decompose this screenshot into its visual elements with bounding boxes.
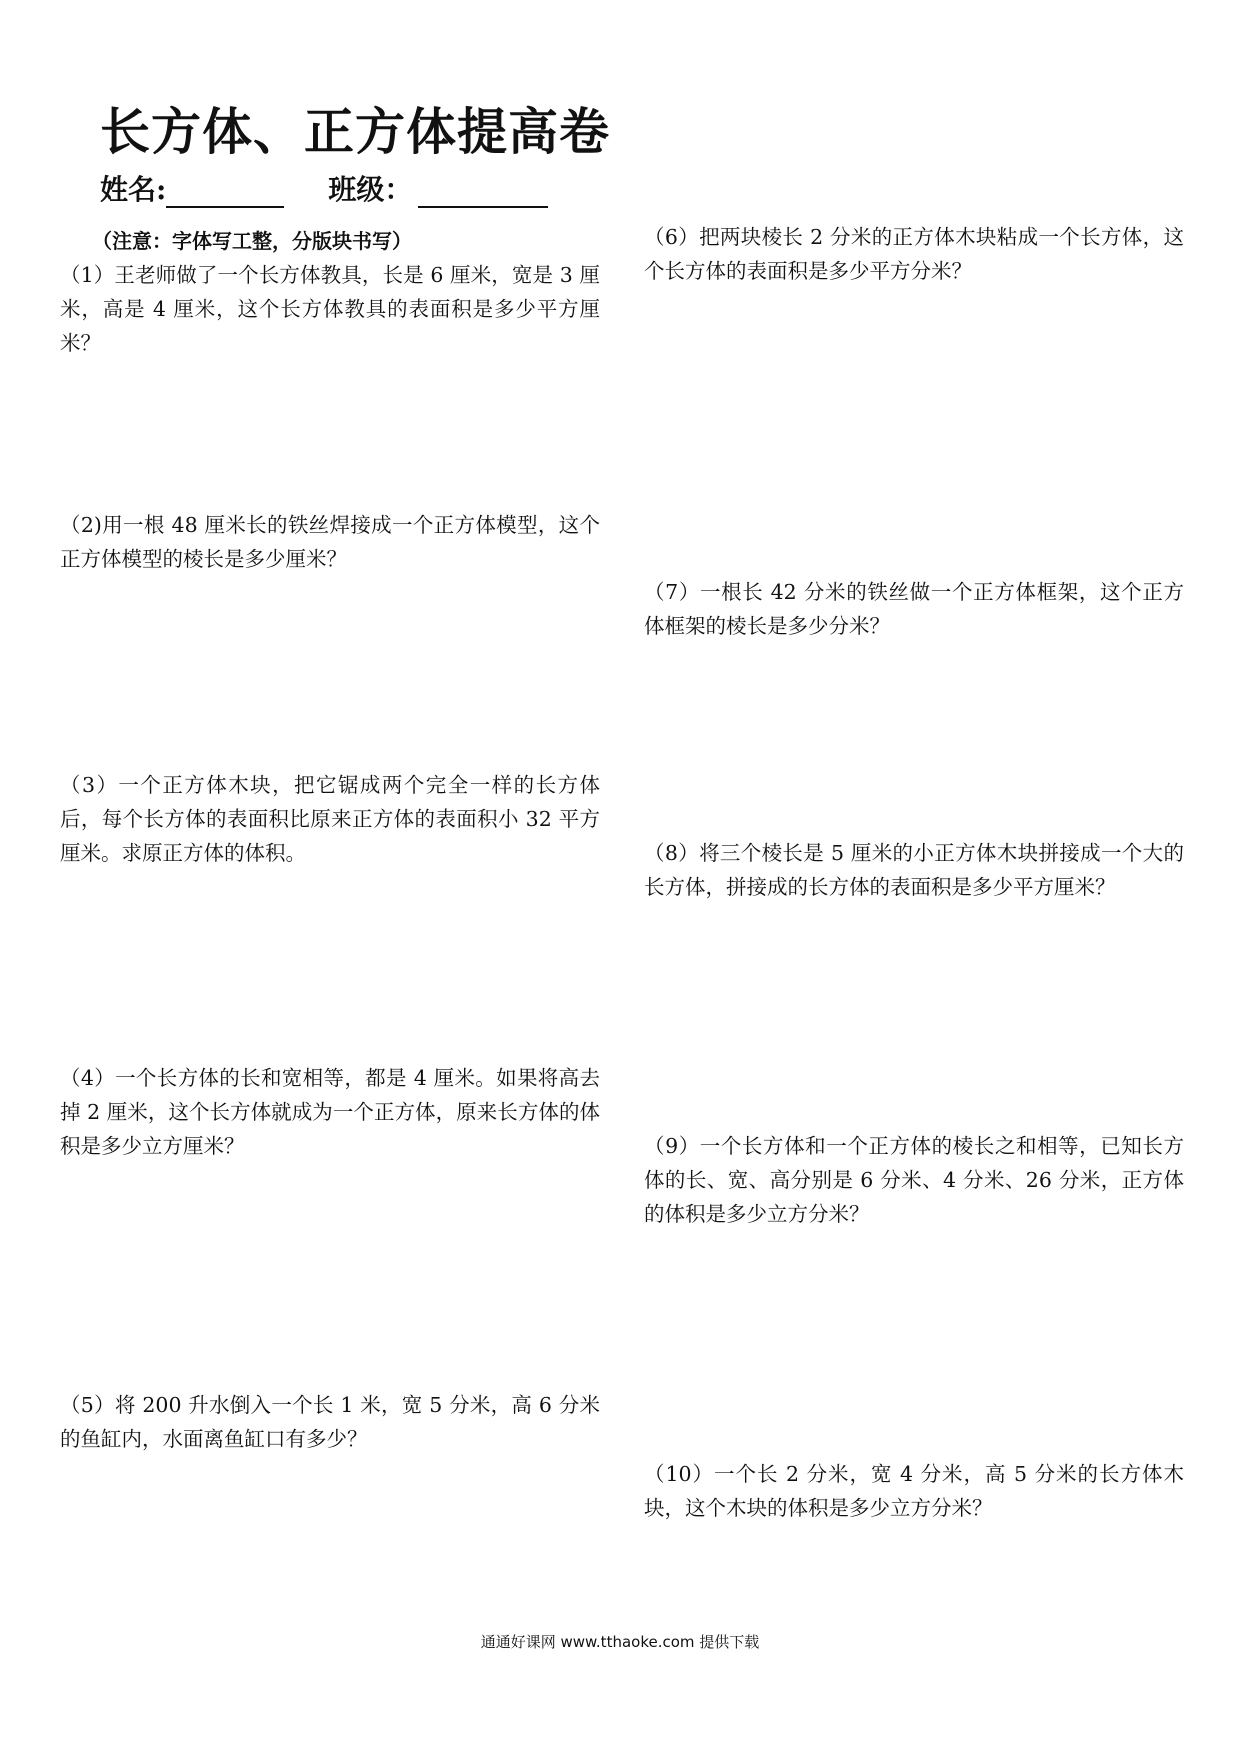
question-10: （10）一个长 2 分米，宽 4 分米，高 5 分米的长方体木块，这个木块的体积是多少立方分米？ bbox=[644, 1462, 1184, 1520]
question-3: （3）一个正方体木块，把它锯成两个完全一样的长方体后，每个长方体的表面积比原来正方体的表面积小 32 平方厘米。求原正方体的体积。 bbox=[60, 773, 600, 865]
student-info-row bbox=[100, 168, 548, 208]
question-2: （2)用一根 48 厘米长的铁丝焊接成一个正方体模型，这个正方体模型的棱长是多少厘米？ bbox=[60, 513, 600, 571]
question-7: （7）一根长 42 分米的铁丝做一个正方体框架，这个正方体框架的棱长是多少分米？ bbox=[644, 580, 1184, 638]
question-9: （9）一个长方体和一个正方体的棱长之和相等，已知长方体的长、宽、高分别是 6 分米、4 分米、26 分米，正方体的体积是多少立方分米？ bbox=[644, 1134, 1184, 1226]
name-label: 姓名: bbox=[100, 173, 167, 206]
writing-note: （注意：字体写工整，分版块书写） bbox=[92, 229, 412, 253]
footer-source: 通通好课网 www.tthaoke.com 提供下载 bbox=[480, 1633, 760, 1651]
page-title: 长方体、正方体提高卷 bbox=[100, 102, 610, 161]
question-8: （8）将三个棱长是 5 厘米的小正方体木块拼接成一个大的长方体，拼接成的长方体的表面积是多少平方厘米？ bbox=[644, 841, 1184, 899]
class-label: 班级： bbox=[328, 173, 413, 206]
question-5: （5）将 200 升水倒入一个长 1 米，宽 5 分米，高 6 分米的鱼缸内，水面离鱼缸口有多少？ bbox=[60, 1393, 600, 1451]
question-1: （1）王老师做了一个长方体教具，长是 6 厘米，宽是 3 厘米，高是 4 厘米，这个长方体教具的表面积是多少平方厘米？ bbox=[60, 263, 600, 355]
question-6: （6）把两块棱长 2 分米的正方体木块粘成一个长方体，这个长方体的表面积是多少平方分米？ bbox=[644, 225, 1184, 283]
class-blank-line bbox=[418, 176, 548, 208]
question-4: （4）一个长方体的长和宽相等，都是 4 厘米。如果将高去掉 2 厘米，这个长方体就成为一个正方体，原来长方体的体积是多少立方厘米？ bbox=[60, 1066, 600, 1158]
name-blank-line bbox=[166, 176, 284, 208]
